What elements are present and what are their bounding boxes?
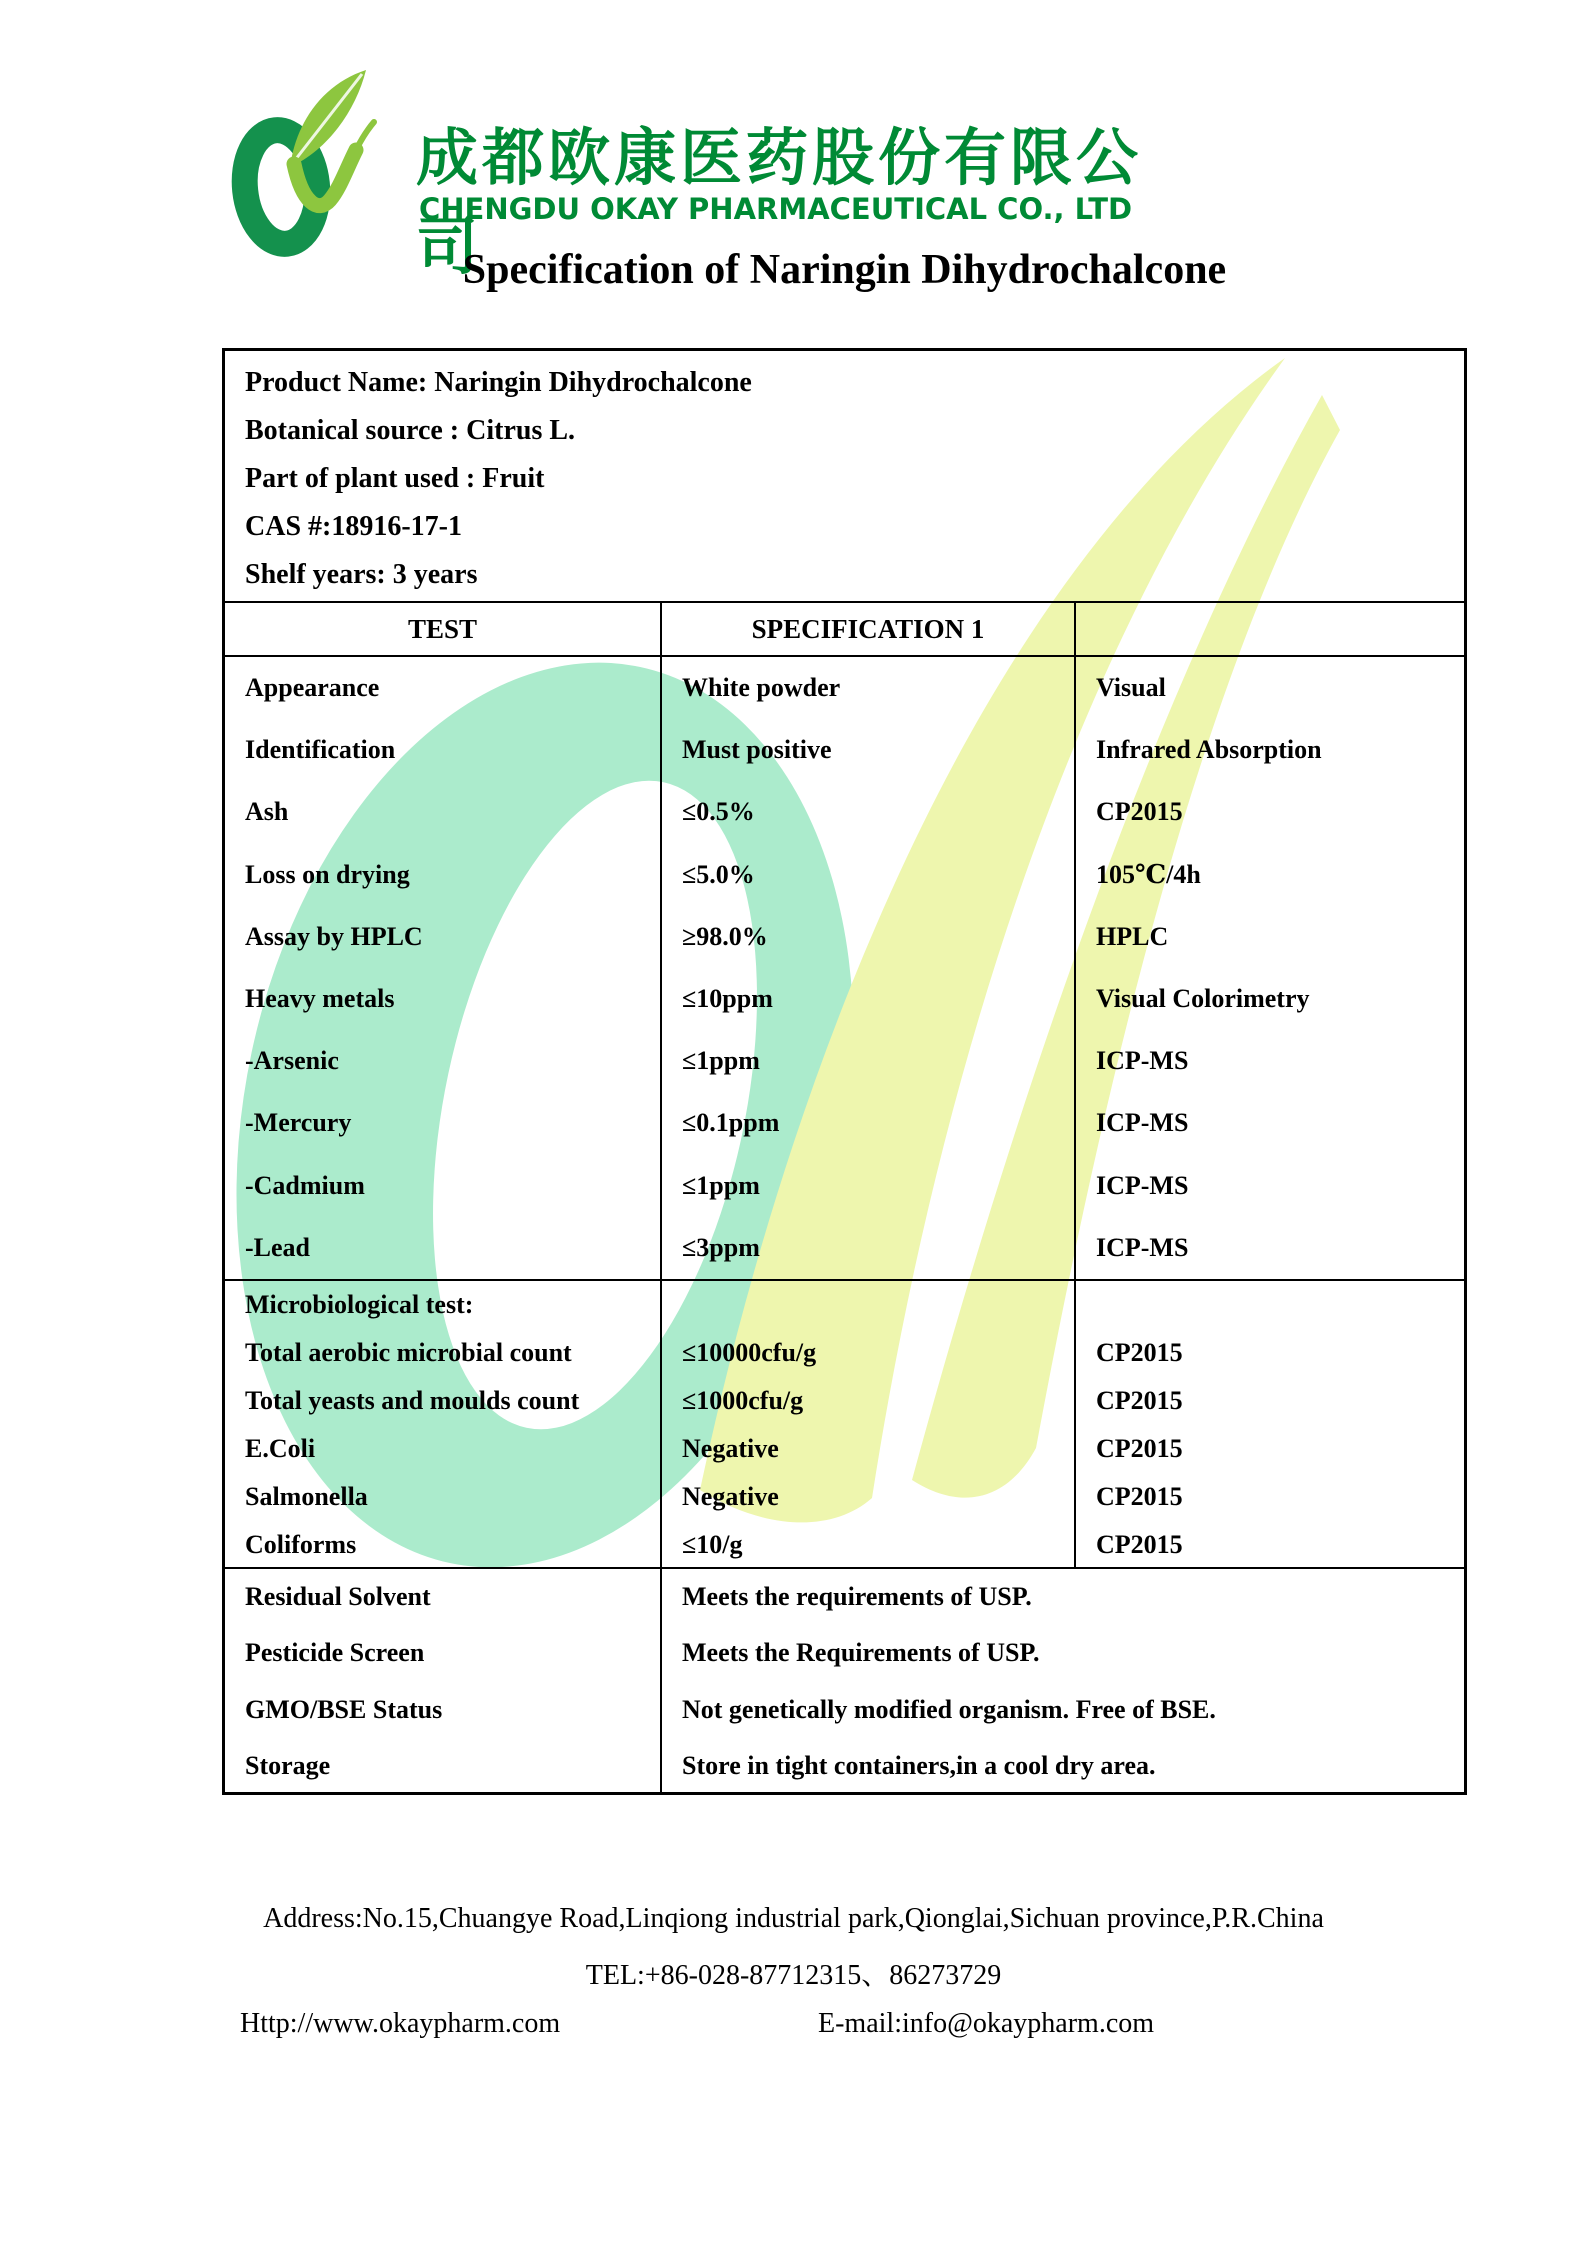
method-cell: CP2015 xyxy=(1074,1329,1464,1377)
test-cell: Total yeasts and moulds count xyxy=(245,1386,580,1415)
spec-cell: ≥98.0% xyxy=(660,906,1074,968)
cas-number-line: CAS #:18916-17-1 xyxy=(245,511,462,542)
test-cell: -Lead xyxy=(245,1232,310,1262)
method-cell xyxy=(1074,1281,1464,1329)
product-info-section xyxy=(225,351,1464,601)
spec-cell: White powder xyxy=(660,657,1074,719)
test-cell: GMO/BSE Status xyxy=(245,1694,443,1724)
column-header-method xyxy=(1074,603,1464,655)
company-logo xyxy=(228,52,414,260)
spec-cell: Negative xyxy=(660,1473,1074,1521)
method-cell: ICP-MS xyxy=(1074,1155,1464,1217)
spec-cell: ≤10000cfu/g xyxy=(660,1329,1074,1377)
spec-cell: ≤1ppm xyxy=(660,1155,1074,1217)
test-cell: Loss on drying xyxy=(245,859,410,889)
method-cell: ICP-MS xyxy=(1074,1030,1464,1092)
method-cell: CP2015 xyxy=(1074,1425,1464,1473)
method-cell: CP2015 xyxy=(1074,781,1464,843)
method-cell: CP2015 xyxy=(1074,1473,1464,1521)
spec-cell: Meets the Requirements of USP. xyxy=(660,1625,1464,1681)
spec-cell: ≤0.1ppm xyxy=(660,1092,1074,1154)
spec-cell xyxy=(660,1281,1074,1329)
test-cell: -Cadmium xyxy=(245,1170,365,1200)
test-cell: Ash xyxy=(245,797,289,827)
botanical-source-line: Botanical source : Citrus L. xyxy=(245,415,576,446)
method-cell: Infrared Absorption xyxy=(1074,719,1464,781)
method-cell: Visual Colorimetry xyxy=(1074,968,1464,1030)
spec-cell: Must positive xyxy=(660,719,1074,781)
test-cell: Microbiological test: xyxy=(245,1290,474,1319)
company-name-english: CHENGDU OKAY PHARMACEUTICAL CO., LTD xyxy=(419,192,1133,226)
test-cell: -Mercury xyxy=(245,1108,352,1138)
microbiological-section xyxy=(225,1279,1464,1567)
test-cell: Salmonella xyxy=(245,1482,368,1511)
test-cell: Residual Solvent xyxy=(245,1582,431,1612)
spec-cell: ≤0.5% xyxy=(660,781,1074,843)
column-header-test: TEST xyxy=(407,613,478,644)
spec-cell: ≤1ppm xyxy=(660,1030,1074,1092)
document-title: Specification of Naringin Dihydrochalcone xyxy=(462,247,1227,293)
footer-website-link[interactable]: Http://www.okaypharm.com xyxy=(240,2008,561,2039)
spec-cell: ≤3ppm xyxy=(660,1217,1074,1279)
footer-email-link[interactable]: E-mail:info@okaypharm.com xyxy=(818,2008,1155,2039)
table-header-row xyxy=(225,601,1464,657)
spec-cell: Meets the requirements of USP. xyxy=(660,1569,1464,1625)
test-cell: Pesticide Screen xyxy=(245,1638,425,1668)
spec-cell: Negative xyxy=(660,1425,1074,1473)
spec-cell: ≤10/g xyxy=(660,1521,1074,1569)
test-cell: Heavy metals xyxy=(245,984,395,1014)
plant-part-line: Part of plant used : Fruit xyxy=(245,463,545,494)
test-cell: -Arsenic xyxy=(245,1046,339,1076)
test-cell: Coliforms xyxy=(245,1530,357,1559)
method-cell: CP2015 xyxy=(1074,1521,1464,1569)
test-cell: Appearance xyxy=(245,673,380,703)
method-cell: ICP-MS xyxy=(1074,1217,1464,1279)
product-name-line: Product Name: Naringin Dihydrochalcone xyxy=(245,367,752,398)
spec-cell: ≤10ppm xyxy=(660,968,1074,1030)
test-cell: Storage xyxy=(245,1750,331,1780)
method-cell: ICP-MS xyxy=(1074,1092,1464,1154)
test-cell: Assay by HPLC xyxy=(245,921,423,951)
footer-telephone: TEL:+86-028-87712315、86273729 xyxy=(585,1960,1002,1991)
test-cell: E.Coli xyxy=(245,1434,316,1463)
physical-chemical-section xyxy=(225,657,1464,1279)
method-cell: CP2015 xyxy=(1074,1377,1464,1425)
spec-cell: ≤1000cfu/g xyxy=(660,1377,1074,1425)
test-cell: Identification xyxy=(245,735,396,765)
company-name-chinese: 成都欧康医药股份有限公司 xyxy=(416,121,1143,283)
footer-address: Address:No.15,Chuangye Road,Linqiong industrial park,Qionglai,Sichuan province,P.R.China xyxy=(263,1903,1324,1934)
spec-cell: ≤5.0% xyxy=(660,844,1074,906)
method-cell: Visual xyxy=(1074,657,1464,719)
specification-table xyxy=(222,348,1467,1795)
shelf-years-line: Shelf years: 3 years xyxy=(245,559,478,590)
spec-cell: Store in tight containers,in a cool dry area. xyxy=(660,1738,1464,1794)
spec-cell: Not genetically modified organism. Free of BSE. xyxy=(660,1682,1464,1738)
method-cell: HPLC xyxy=(1074,906,1464,968)
test-cell: Total aerobic microbial count xyxy=(245,1338,572,1367)
method-cell: 105℃/4h xyxy=(1074,844,1464,906)
general-requirements-section xyxy=(225,1567,1464,1792)
column-header-specification: SPECIFICATION 1 xyxy=(660,603,1074,655)
